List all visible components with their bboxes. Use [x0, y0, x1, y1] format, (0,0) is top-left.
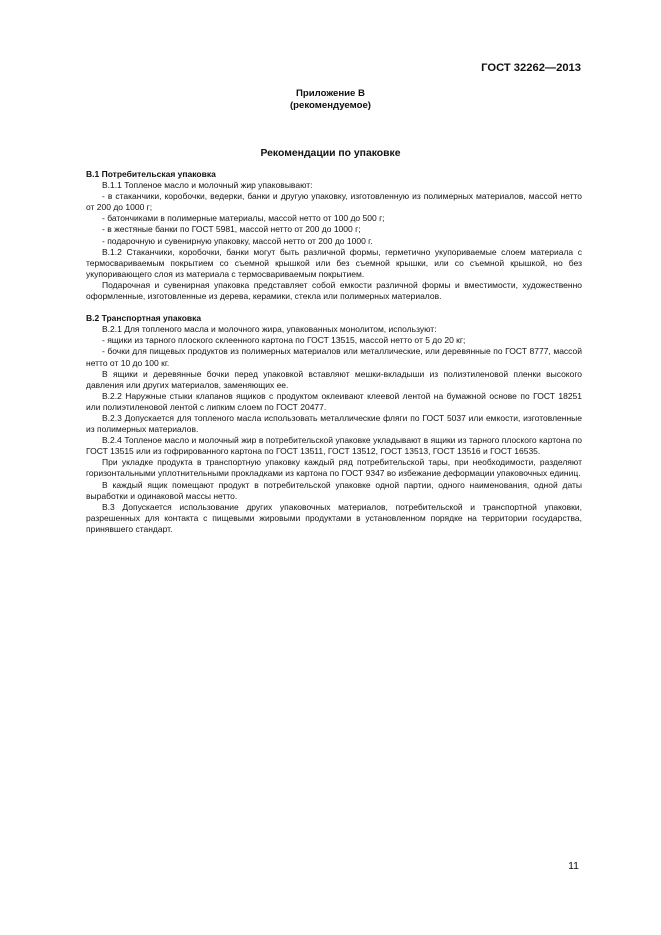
page-number: 11 [568, 860, 579, 872]
appendix-heading [0, 88, 661, 112]
list-item: - ящики из тарного плоского склеенного картона по ГОСТ 13515, массой нетто от 5 до 20 кг; [102, 335, 466, 346]
paragraph: В.1.2 Стаканчики, коробочки, банки могут быть различной формы, герметично укупориваемые слоем материала с термосвариваемым покрытием со съемной крышкой или без съемной крышки, или со съемной крышкой, но без укупоривающего слоя из материала с термосвариваемым покрытием. [86, 246, 582, 279]
paragraph: Подарочная и сувенирная упаковка представляет собой емкости различной формы и вместимости, художественно оформленные, изготовленные из дерева, керамики, стекла или полимерных материалов. [86, 279, 582, 302]
paragraph: В.2.3 Допускается для топленого масла использовать металлические фляги по ГОСТ 5037 или емкости, изготовленные из полимерных материалов. [86, 412, 582, 435]
section-heading: В.1 Потребительская упаковка [86, 169, 216, 179]
document-body [86, 169, 582, 535]
list-item: - батончиками в полимерные материалы, массой нетто от 100 до 500 г; [102, 213, 385, 224]
paragraph: В каждый ящик помещают продукт в потребительской упаковке одной партии, одного наименования, одной даты выработки и одинаковой массы нетто. [86, 479, 582, 501]
appendix-title: Приложение В [296, 88, 365, 99]
list-item: - бочки для пищевых продуктов из полимерных материалов или металлические, или деревянные по ГОСТ 8777, массой нетто от 10 до 100 кг. [86, 346, 582, 368]
paragraph: В ящики и деревянные бочки перед упаковкой вставляют мешки-вкладыши из полиэтиленовой пленки высокого давления или других материалов, заменяющих ее. [86, 368, 582, 390]
list-item: - подарочную и сувенирную упаковку, массой нетто от 200 до 1000 г. [102, 235, 373, 246]
section-heading: В.2 Транспортная упаковка [86, 313, 202, 324]
paragraph: В.2.2 Наружные стыки клапанов ящиков с продуктом оклеивают клеевой лентой на бумажной основе по ГОСТ 18251 или полиэтиленовой лентой с липким слоем по ГОСТ 20477. [86, 390, 582, 412]
document-code: ГОСТ 32262—2013 [481, 62, 581, 74]
appendix-subtitle: (рекомендуемое) [289, 100, 371, 111]
paragraph: В.1.1 Топленое масло и молочный жир упаковывают: [102, 180, 313, 191]
paragraph: При укладке продукта в транспортную упаковку каждый ряд потребительской тары, при необходимости, разделяют горизонтальными уплотнительными прокладками из картона по ГОСТ 9347 во избежание деформации упаковочных единиц. [86, 457, 582, 479]
list-item: - в жестяные банки по ГОСТ 5981, массой нетто от 200 до 1000 г; [102, 224, 361, 235]
paragraph: В.2.1 Для топленого масла и молочного жира, упакованных монолитом, используют: [102, 324, 437, 335]
paragraph: В.3 Допускается использование других упаковочных материалов, потребительской и транспортной упаковки, разрешенных для контакта с пищевыми жировыми продуктами в установленном порядке на территории государства, принявшего стандарт. [86, 501, 582, 534]
list-item: - в стаканчики, коробочки, ведерки, банки и другую упаковку, изготовленную из полимерных материалов, массой нетто от 200 до 1000 г; [86, 191, 582, 213]
main-title: Рекомендации по упаковке [260, 148, 401, 159]
paragraph: В.2.4 Топленое масло и молочный жир в потребительской упаковке укладывают в ящики из тарного плоского картона по ГОСТ 13515 или из гофрированного картона по ГОСТ 13511, ГОСТ 13512, ГОСТ 13513, ГОСТ 13516 и ГОСТ 16535. [86, 435, 582, 457]
